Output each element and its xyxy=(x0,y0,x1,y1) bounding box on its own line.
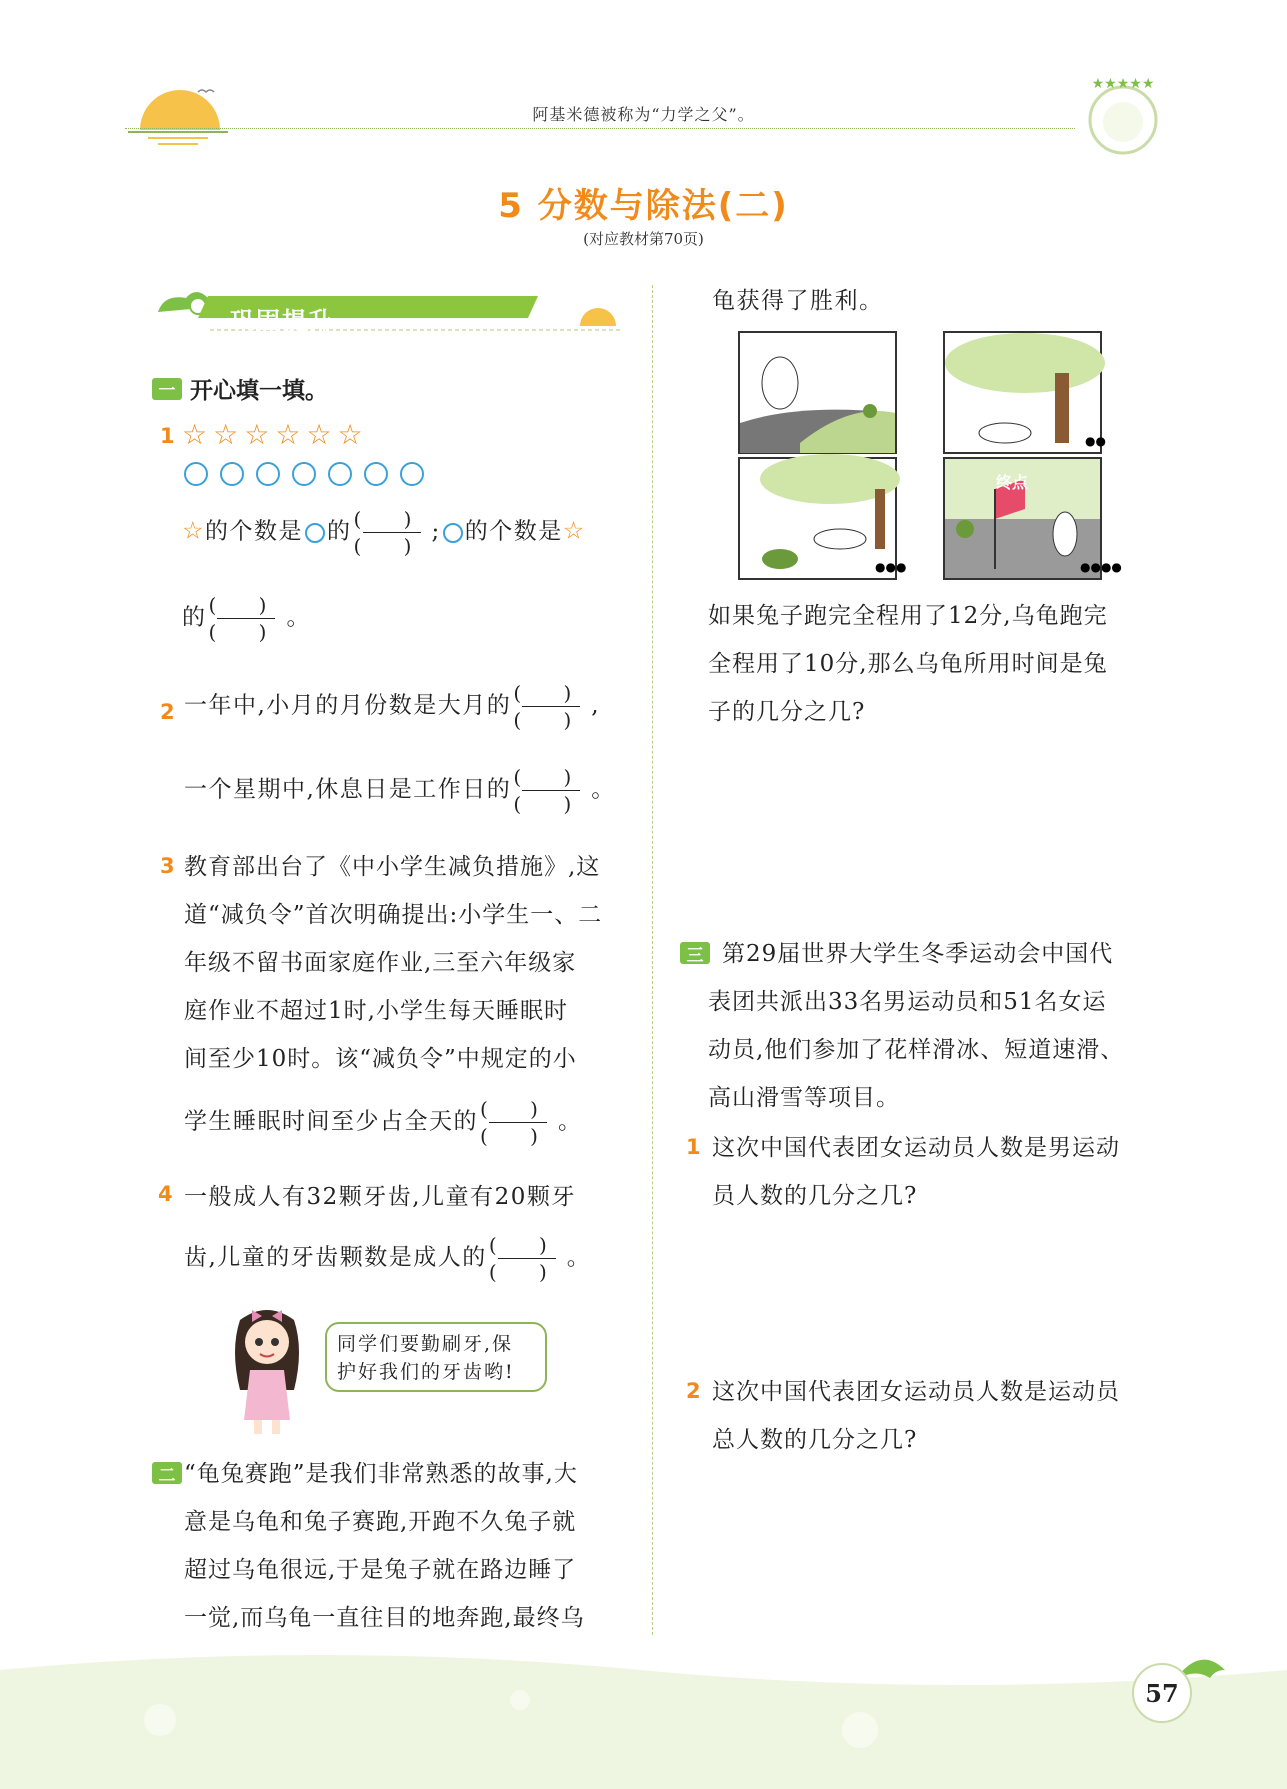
q3-last-line: 学生睡眠时间至少占全天的 $\frac{( )}{( )}$ 。 xyxy=(184,1097,583,1148)
section2-badge: 二 xyxy=(152,1462,182,1484)
svg-text:●●●●: ●●●● xyxy=(1080,560,1122,574)
circle-icon xyxy=(400,462,424,486)
fraction-blank[interactable]: $\frac{( )}{( )}$ xyxy=(513,681,590,732)
section-banner xyxy=(150,282,620,342)
s3-q2-body: 这次中国代表团女运动员人数是运动员 总人数的几分之几? xyxy=(712,1379,1120,1453)
circle-icon xyxy=(184,462,208,486)
circle-icon xyxy=(328,462,352,486)
q1-line2: 的 $\frac{( )}{( )}$ 。 xyxy=(182,593,311,644)
svg-text:●●●: ●●● xyxy=(875,560,907,574)
circle-icon xyxy=(220,462,244,486)
q2-number: 2 xyxy=(160,700,175,724)
star-row xyxy=(182,418,369,451)
q1-line1: ☆的个数是 的 $\frac{( )}{( )}$ ; 的个数是☆ xyxy=(182,507,586,558)
section2-question: 如果兔子跑完全程用了12分,乌龟跑完 全程用了10分,那么乌龟所用时间是兔 子的几分之几? xyxy=(708,603,1108,725)
section3-heading xyxy=(680,942,718,964)
star-icon: ☆ xyxy=(182,516,206,545)
star-icon: ☆ xyxy=(562,516,586,545)
circle-icon xyxy=(364,462,388,486)
circle-row xyxy=(184,462,436,486)
fraction-blank[interactable]: $\frac{( )}{( )}$ xyxy=(208,593,285,644)
page-subtitle: (对应教材第70页) xyxy=(583,230,704,248)
section2-body: “龟兔赛跑”是我们非常熟悉的故事,大 意是乌龟和兔子赛跑,开跑不久兔子就 超过乌龟很远,于是兔子就在路边睡了 一觉,而乌龟一直往目的地奔跑,最终乌 xyxy=(184,1461,585,1631)
q3-body: 教育部出台了《中小学生减负措施》,这 道“减负令”首次明确提出:小学生一、二 年级不留书面家庭作业,三至六年级家 庭作业不超过1时,小学生每天睡眠时 间至少10时。该“减负令”中规定的小 xyxy=(184,854,603,1072)
circle-icon xyxy=(256,462,280,486)
q4-line1: 一般成人有32颗牙齿,儿童有20颗牙 xyxy=(184,1184,576,1210)
star-icon: ☆ xyxy=(306,418,332,451)
q2-line1: 一年中,小月的月份数是大月的 $\frac{( )}{( )}$ , xyxy=(184,681,601,732)
section2-continued: 龟获得了胜利。 xyxy=(712,288,884,314)
section3-body: 表团共派出33名男运动员和51名女运 动员,他们参加了花样滑冰、短道速滑、 高山滑雪等项目。 xyxy=(708,989,1125,1111)
svg-text:●●: ●● xyxy=(1085,434,1106,448)
q4-number: 4 xyxy=(158,1182,173,1206)
star-icon: ☆ xyxy=(275,418,301,451)
page-number: 57 xyxy=(1132,1663,1192,1723)
section3-badge: 三 xyxy=(680,942,710,964)
circle-icon xyxy=(443,523,463,543)
comic-panel-1 xyxy=(738,331,897,454)
column-divider xyxy=(652,285,653,1635)
q1-number: 1 xyxy=(160,424,175,448)
comic-panel-3 xyxy=(738,457,907,580)
footer-wave xyxy=(0,1640,1287,1789)
circle-icon xyxy=(292,462,316,486)
star-icon: ☆ xyxy=(244,418,270,451)
page-title: 5 分数与除法(二) xyxy=(498,186,789,226)
speech-bubble: 同学们要勤刷牙,保 护好我们的牙齿哟! xyxy=(325,1322,547,1392)
comic-panel-2 xyxy=(943,331,1106,454)
fraction-blank[interactable]: $\frac{( )}{( )}$ xyxy=(513,765,590,816)
star-icon: ☆ xyxy=(213,418,239,451)
star-icon: ☆ xyxy=(182,418,208,451)
header-rule xyxy=(125,128,1075,129)
publisher-seal-icon xyxy=(1078,70,1168,160)
section1-heading xyxy=(152,372,328,405)
header-quote: 阿基米德被称为“力学之父”。 xyxy=(532,105,755,124)
circle-icon xyxy=(305,523,325,543)
finish-sign-text: 终点 xyxy=(996,473,1029,492)
section1-heading-text: 开心填一填。 xyxy=(190,378,328,404)
section-banner-label: 巩固提升 xyxy=(230,307,334,335)
fraction-blank[interactable]: $\frac{( )}{( )}$ xyxy=(353,507,430,558)
section1-badge: 一 xyxy=(152,378,182,400)
svg-text:★★★★★: ★★★★★ xyxy=(1091,76,1155,92)
s3-q2-number: 2 xyxy=(686,1379,701,1403)
fraction-blank[interactable]: $\frac{( )}{( )}$ xyxy=(488,1233,565,1284)
q3-number: 3 xyxy=(160,854,175,878)
section3-line1: 第29届世界大学生冬季运动会中国代 xyxy=(722,941,1114,967)
star-icon: ☆ xyxy=(337,418,363,451)
q4-line2: 齿,儿童的牙齿颗数是成人的 $\frac{( )}{( )}$ 。 xyxy=(184,1233,592,1284)
s3-q1-number: 1 xyxy=(686,1135,701,1159)
girl-illustration xyxy=(222,1300,312,1440)
q2-line2: 一个星期中,休息日是工作日的 $\frac{( )}{( )}$ 。 xyxy=(184,765,616,816)
fraction-blank[interactable]: $\frac{( )}{( )}$ xyxy=(480,1097,556,1148)
s3-q1-body: 这次中国代表团女运动员人数是男运动 员人数的几分之几? xyxy=(712,1135,1120,1209)
